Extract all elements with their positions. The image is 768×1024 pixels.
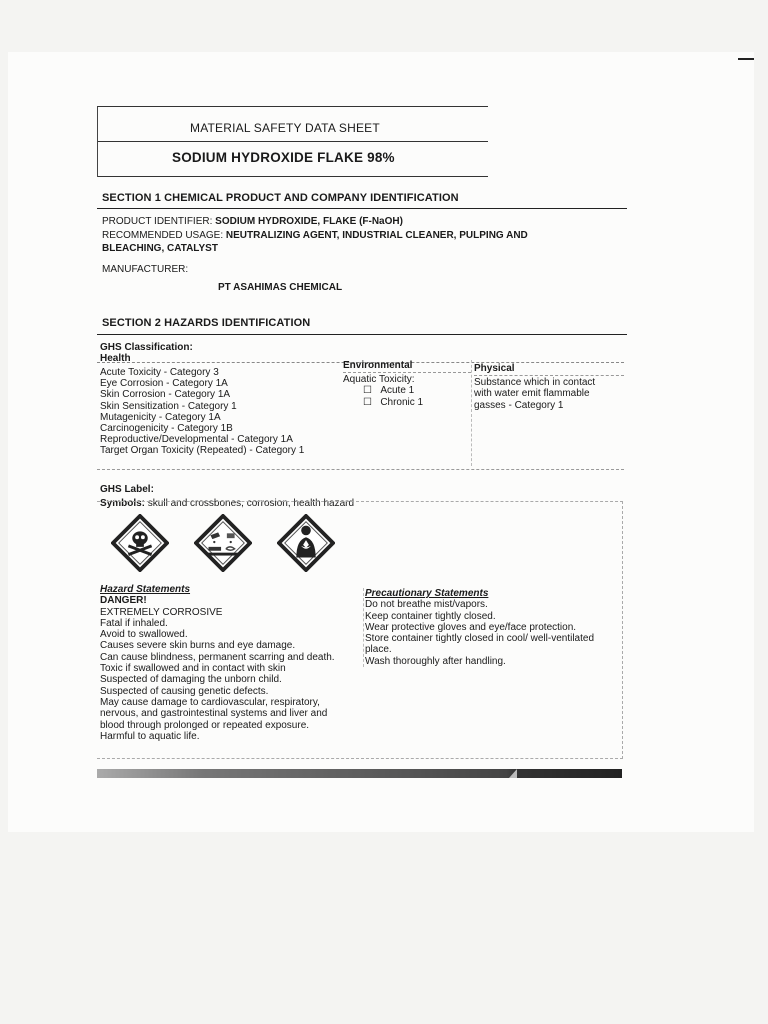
health-item: Target Organ Toxicity (Repeated) - Category 1 [100, 445, 305, 457]
hazard-statement: Avoid to swallowed. [100, 629, 188, 641]
checkbox-icon: ☐ [363, 396, 372, 408]
checkbox-icon: ☐ [363, 385, 372, 397]
hazard-statement: Suspected of causing genetic defects. [100, 685, 269, 697]
environmental-item-label: Chronic 1 [380, 396, 424, 408]
hazard-statement: Fatal if inhaled. [100, 617, 168, 629]
hazard-statement: nervous, and gastrointestinal systems and liver and [100, 708, 328, 720]
health-column [100, 367, 340, 473]
section1-rule [97, 208, 627, 209]
scan-edge-mark [738, 58, 754, 60]
title-box [97, 106, 488, 177]
precautionary-statement: Wear protective gloves and eye/face protection. [365, 621, 577, 633]
environmental-heading: Environmental [343, 360, 471, 373]
footer-bar [97, 769, 622, 778]
section2-rule [97, 334, 627, 335]
recommended-usage-value-line2: BLEACHING, CATALYST [102, 243, 218, 254]
recommended-usage [102, 230, 528, 241]
hazard-statements [100, 584, 358, 742]
precautionary-statement: Keep container tightly closed. [365, 610, 496, 622]
symbols-value: skull and crossbones, corrosion, health hazard [147, 498, 355, 509]
physical-line: Substance which in contact [474, 377, 596, 389]
product-identifier-label: PRODUCT IDENTIFIER: [102, 216, 213, 227]
title-bottom-rule [98, 176, 488, 177]
corrosion-pictogram [194, 514, 252, 572]
footer-bar-notch [509, 769, 517, 778]
manufacturer-value: PT ASAHIMAS CHEMICAL [218, 282, 343, 293]
environmental-item [343, 397, 471, 408]
hazard-statement: Causes severe skin burns and eye damage. [100, 640, 296, 652]
hazard-statement: EXTREMELY CORROSIVE [100, 606, 223, 618]
physical-heading: Physical [474, 363, 624, 376]
environmental-item-label: Acute 1 [380, 385, 415, 397]
health-item: Skin Sensitization - Category 1 [100, 400, 237, 412]
physical-column [474, 363, 624, 469]
hazard-statement: Harmful to aquatic life. [100, 730, 200, 742]
aquatic-toxicity-line: Aquatic Toxicity: [343, 374, 415, 386]
recommended-usage-value-line1: NEUTRALIZING AGENT, INDUSTRIAL CLEANER, PULPING AND [225, 230, 528, 241]
product-identifier [102, 216, 403, 227]
hazard-signal-word: DANGER! [100, 595, 147, 607]
health-item: Eye Corrosion - Category 1A [100, 378, 228, 390]
precautionary-statement: Store container tightly closed in cool/ well-ventilated [365, 633, 595, 645]
hazard-statement: Toxic if swallowed and in contact with skin [100, 663, 286, 675]
hazard-statement: Can cause blindness, permanent scarring and death. [100, 651, 335, 663]
health-item: Acute Toxicity - Category 3 [100, 367, 219, 378]
health-item: Skin Corrosion - Category 1A [100, 389, 231, 401]
precautionary-statement: Wash thoroughly after handling. [365, 655, 506, 667]
health-heading: Health [100, 353, 131, 364]
ghs-classification-label: GHS Classification: [100, 342, 193, 353]
environmental-item [343, 385, 471, 396]
product-identifier-value: SODIUM HYDROXIDE, FLAKE (F-NaOH) [215, 216, 403, 227]
precautionary-statement: Do not breathe mist/vapors. [365, 599, 488, 611]
skull-crossbones-pictogram [111, 514, 169, 572]
title-divider [98, 141, 488, 142]
precautionary-statements-heading: Precautionary Statements [365, 588, 489, 599]
health-hazard-pictogram [277, 514, 335, 572]
precautionary-statement: place. [365, 644, 392, 656]
manufacturer-label: MANUFACTURER: [102, 264, 189, 275]
product-title: SODIUM HYDROXIDE FLAKE 98% [172, 150, 395, 165]
section1-heading: SECTION 1 CHEMICAL PRODUCT AND COMPANY IDENTIFICATION [102, 192, 459, 204]
physical-line: gasses - Category 1 [474, 399, 564, 411]
precautionary-statements [363, 588, 622, 667]
hazard-statement: blood through prolonged or repeated exposure. [100, 719, 310, 731]
recommended-usage-label: RECOMMENDED USAGE: [102, 230, 224, 241]
hazard-statements-heading: Hazard Statements [100, 584, 191, 595]
ghs-label-heading: GHS Label: [100, 484, 154, 495]
ghs-classification-table [97, 362, 624, 470]
physical-line: with water emit flammable [474, 388, 590, 400]
symbols-label: Symbols: [100, 498, 146, 509]
doc-type-title: MATERIAL SAFETY DATA SHEET [190, 121, 380, 135]
section2-heading: SECTION 2 HAZARDS IDENTIFICATION [102, 317, 311, 329]
health-item: Carcinogenicity - Category 1B [100, 423, 233, 435]
environmental-column [343, 360, 472, 466]
hazard-statement: May cause damage to cardiovascular, respiratory, [100, 696, 320, 708]
health-item: Reproductive/Developmental - Category 1A [100, 434, 293, 446]
health-item: Mutagenicity - Category 1A [100, 411, 221, 423]
ghs-label-box [97, 501, 623, 759]
hazard-statement: Suspected of damaging the unborn child. [100, 674, 282, 686]
